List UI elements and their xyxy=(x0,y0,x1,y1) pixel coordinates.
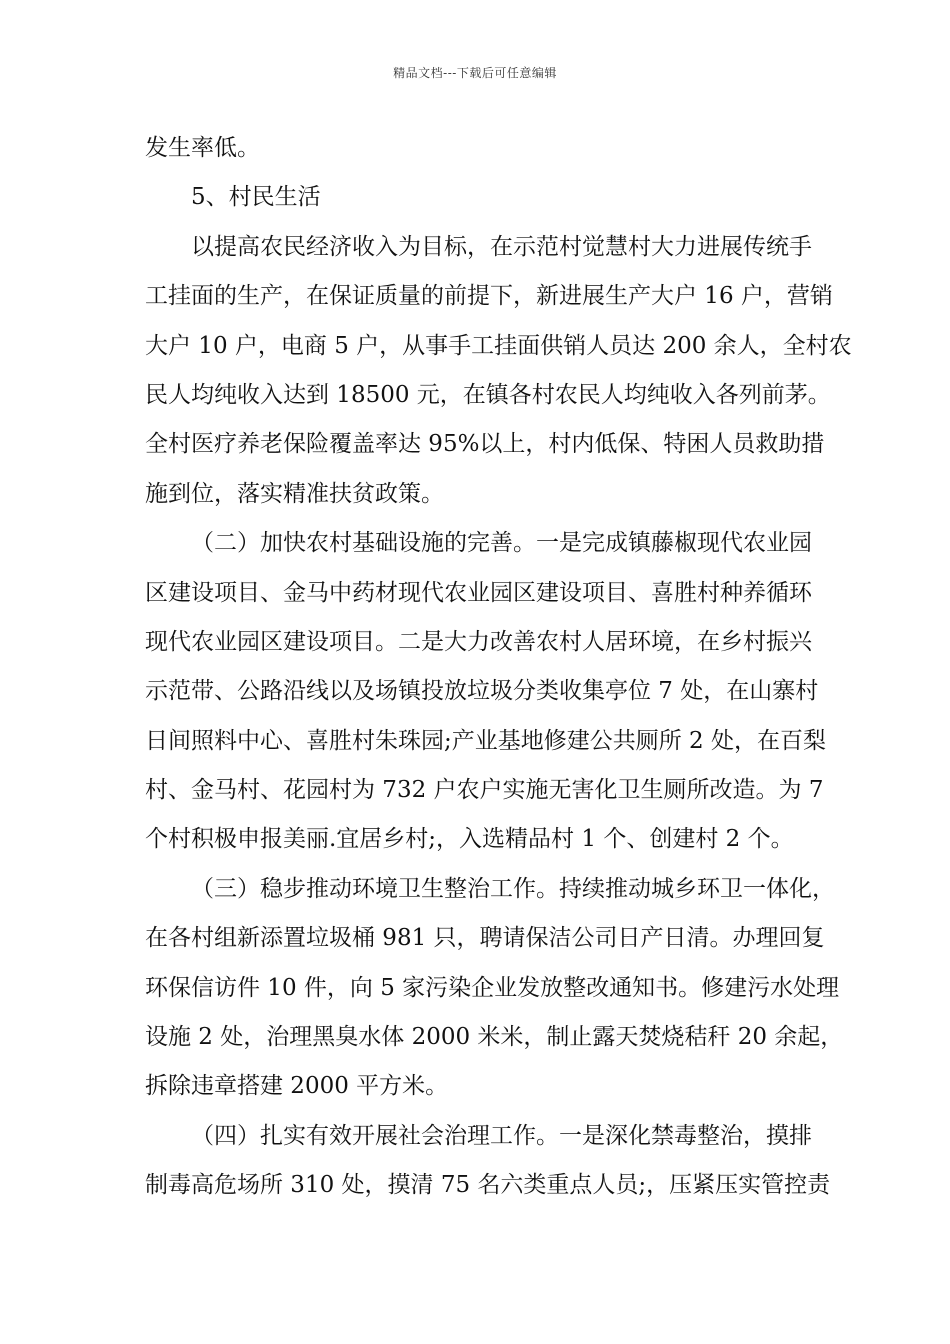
text-line: （四）扎实有效开展社会治理工作。一是深化禁毒整治，摸排 xyxy=(191,1122,812,1149)
text-line: 以提高农民经济收入为目标，在示范村觉慧村大力进展传统手 xyxy=(191,233,812,260)
text-line: 发生率低。 xyxy=(145,135,260,161)
text-line: （二）加快农村基础设施的完善。一是完成镇藤椒现代农业园 xyxy=(191,530,812,557)
text-line: 村、金马村、花园村为 732 户农户实施无害化卫生厕所改造。为 7 xyxy=(145,777,824,804)
text-line: 制毒高危场所 310 处，摸清 75 名六类重点人员;，压紧压实管控责 xyxy=(145,1172,831,1199)
text-line: （三）稳步推动环境卫生整治工作。持续推动城乡环卫一体化， xyxy=(191,875,835,902)
text-line: 大户 10 户，电商 5 户，从事手工挂面供销人员达 200 余人，全村农 xyxy=(145,332,852,359)
text-line: 施到位，落实精准扶贫政策。 xyxy=(145,480,444,507)
text-line: 设施 2 处，治理黑臭水体 2000 米米，制止露天焚烧秸秆 20 余起， xyxy=(145,1024,844,1051)
text-line: 全村医疗养老保险覆盖率达 95%以上，村内低保、特困人员救助措 xyxy=(145,431,825,458)
text-line: 工挂面的生产，在保证质量的前提下，新进展生产大户 16 户，营销 xyxy=(145,283,833,310)
text-line: 5、村民生活 xyxy=(191,184,321,211)
text-line: 个村积极申报美丽.宜居乡村;，入选精品村 1 个、创建村 2 个。 xyxy=(145,826,794,853)
text-line: 日间照料中心、喜胜村朱珠园;产业基地修建公共厕所 2 处，在百梨 xyxy=(145,727,827,754)
page-header: 精品文档---下载后可任意编辑 xyxy=(393,66,557,80)
text-line: 环保信访件 10 件，向 5 家污染企业发放整改通知书。修建污水处理 xyxy=(145,974,840,1001)
text-line: 现代农业园区建设项目。二是大力改善农村人居环境，在乡村振兴 xyxy=(145,628,812,655)
text-line: 在各村组新添置垃圾桶 981 只，聘请保洁公司日产日清。办理回复 xyxy=(145,925,825,952)
body-text xyxy=(145,124,852,1211)
text-line: 示范带、公路沿线以及场镇投放垃圾分类收集亭位 7 处，在山寨村 xyxy=(145,678,819,705)
text-line: 民人均纯收入达到 18500 元，在镇各村农民人均纯收入各列前茅。 xyxy=(145,381,831,408)
text-line: 拆除违章搭建 2000 平方米。 xyxy=(145,1073,449,1100)
text-line: 区建设项目、金马中药材现代农业园区建设项目、喜胜村种养循环 xyxy=(145,579,812,606)
